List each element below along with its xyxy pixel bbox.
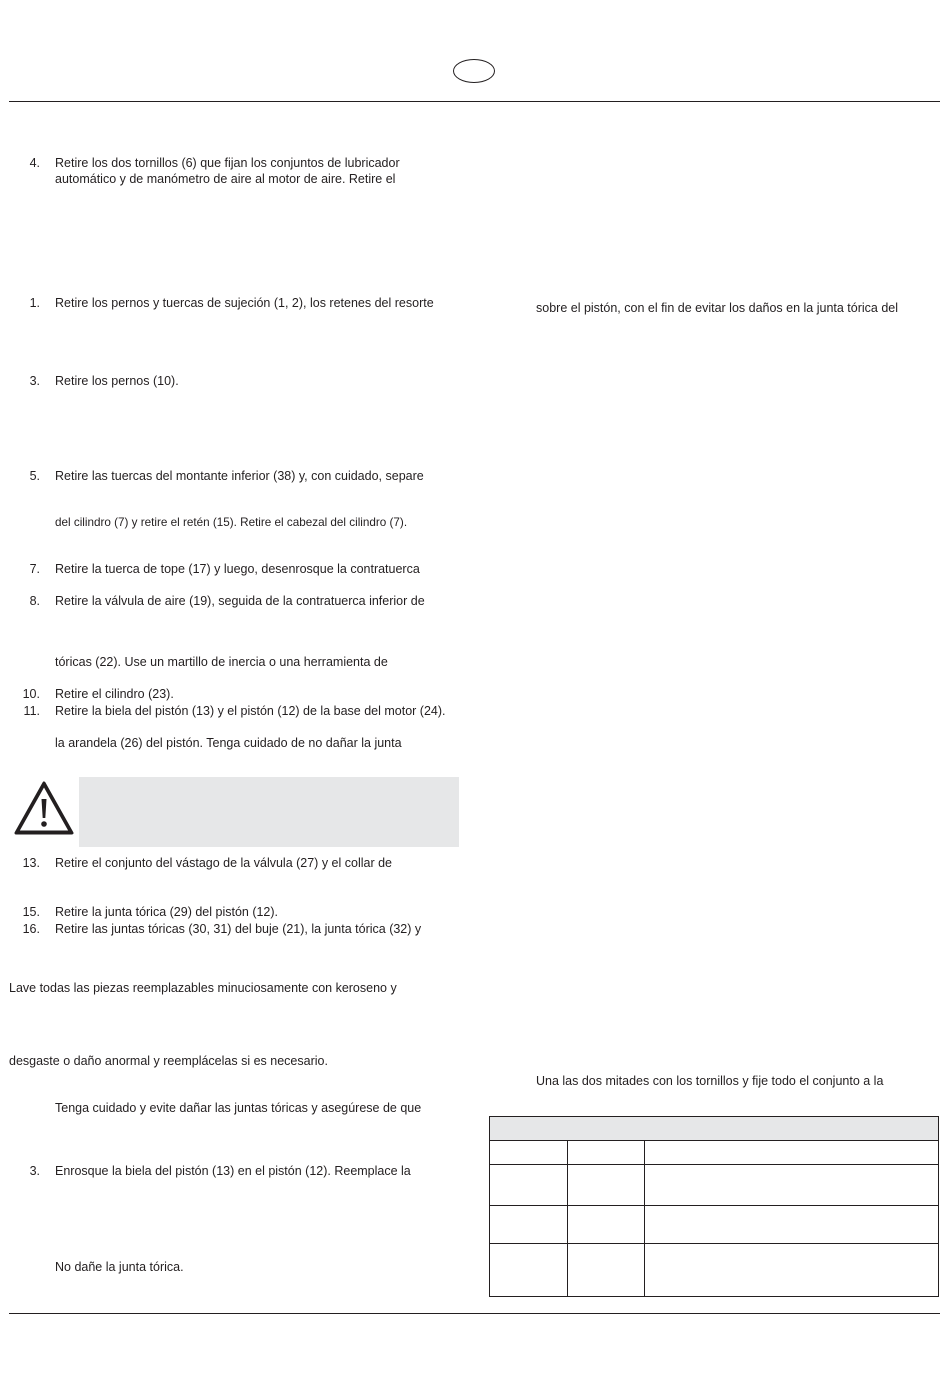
table-row <box>490 1165 939 1206</box>
oring-note: No dañe la junta tórica. <box>55 1260 184 1274</box>
step-text: Retire los dos tornillos (6) que fijan los conjuntos de lubricador <box>55 156 400 170</box>
join-text: Una las dos mitades con los tornillos y fije todo el conjunto a la <box>536 1074 884 1088</box>
footer-rule <box>9 1313 940 1314</box>
step-text: Retire los pernos y tuercas de sujeción (1, 2), los retenes del resorte <box>55 296 434 310</box>
step-text: tóricas (22). Use un martillo de inercia o una herramienta de <box>55 655 388 669</box>
spec-table <box>489 1116 939 1297</box>
header-rule <box>9 101 940 102</box>
table-cell <box>490 1165 568 1206</box>
step-number: 11. <box>23 704 40 718</box>
table-row <box>490 1206 939 1244</box>
care-note: Tenga cuidado y evite dañar las juntas tóricas y asegúrese de que <box>55 1101 422 1115</box>
step-text: del cilindro (7) y retire el retén (15). Retire el cabezal del cilindro (7). <box>55 516 408 529</box>
step-number: 10. <box>22 687 40 701</box>
step-number: 1. <box>29 296 40 310</box>
warning-triangle-icon <box>13 780 75 836</box>
step-text: la arandela (26) del pistón. Tenga cuidado de no dañar la junta <box>55 736 402 750</box>
step-text: Retire la biela del pistón (13) y el pistón (12) de la base del motor (24). <box>55 704 446 718</box>
table-cell <box>645 1244 939 1297</box>
step-text: Retire la tuerca de tope (17) y luego, desenrosque la contratuerca <box>55 562 420 576</box>
language-badge <box>453 59 495 83</box>
step-number: 8. <box>29 594 40 608</box>
table-cell <box>490 1206 568 1244</box>
table-header-cell <box>490 1117 939 1141</box>
step-text: Retire la válvula de aire (19), seguida de la contratuerca inferior de <box>55 594 425 608</box>
step-text: Enrosque la biela del pistón (13) en el pistón (12). Reemplace la <box>55 1164 411 1178</box>
piston-text: sobre el pistón, con el fin de evitar los daños en la junta tórica del <box>536 301 899 315</box>
table-row <box>490 1244 939 1297</box>
step-text: automático y de manómetro de aire al motor de aire. Retire el <box>55 172 396 186</box>
step-text: Retire las juntas tóricas (30, 31) del buje (21), la junta tórica (32) y <box>55 922 422 936</box>
step-number: 3. <box>29 1164 40 1178</box>
table-cell <box>645 1206 939 1244</box>
table-header-row <box>490 1117 939 1141</box>
step-number: 13. <box>22 856 40 870</box>
table-cell <box>645 1141 939 1165</box>
step-text: Retire las tuercas del montante inferior (38) y, con cuidado, separe <box>55 469 424 483</box>
step-text: Retire la junta tórica (29) del pistón (12). <box>55 905 279 919</box>
step-text: Retire los pernos (10). <box>55 374 179 388</box>
table-cell <box>645 1165 939 1206</box>
table-cell <box>568 1244 645 1297</box>
step-text: Retire el conjunto del vástago de la válvula (27) y el collar de <box>55 856 392 870</box>
step-number: 5. <box>29 469 40 483</box>
step-number: 7. <box>29 562 40 576</box>
table-cell <box>490 1141 568 1165</box>
step-number: 4. <box>29 156 40 170</box>
step-number: 15. <box>22 905 40 919</box>
inspection-text: desgaste o daño anormal y reemplácelas si es necesario. <box>9 1054 328 1068</box>
table-cell <box>568 1206 645 1244</box>
warning-box <box>79 777 459 847</box>
table-cell <box>568 1165 645 1206</box>
table-row <box>490 1141 939 1165</box>
table-cell <box>568 1141 645 1165</box>
step-text: Retire el cilindro (23). <box>55 687 174 701</box>
step-number: 3. <box>29 374 40 388</box>
step-number: 16. <box>22 922 40 936</box>
cleaning-text: Lave todas las piezas reemplazables minuciosamente con keroseno y <box>9 981 397 995</box>
table-cell <box>490 1244 568 1297</box>
